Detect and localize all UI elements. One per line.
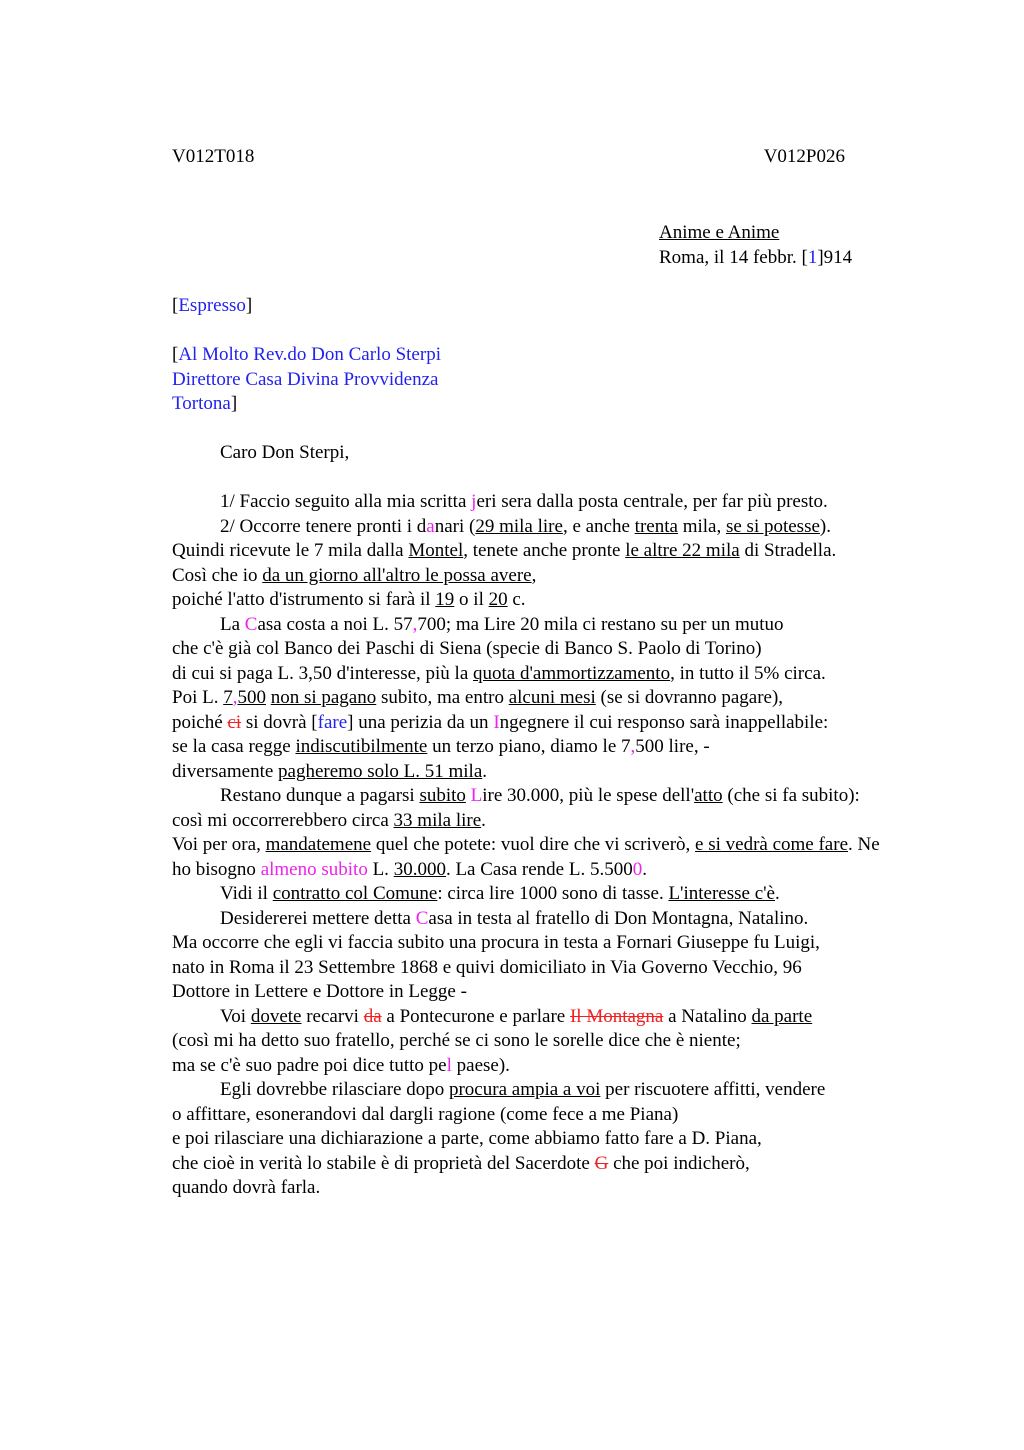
- text-segment: indiscutibilmente: [295, 736, 428, 757]
- text-segment: ,: [630, 736, 636, 757]
- text-line: [172, 907, 902, 932]
- text-segment: asa costa a noi L. 57: [257, 613, 413, 635]
- text-segment: ).: [819, 515, 831, 537]
- text-segment: dovete: [250, 1005, 302, 1027]
- text-segment: 0: [632, 858, 643, 880]
- text-segment: ,: [412, 613, 418, 635]
- date-line: Roma, il 14 febbr. [1]914: [659, 246, 853, 268]
- text-segment: 2/ Occorre tenere pronti i d: [220, 515, 427, 537]
- text-segment: così mi occorrerebbero circa: [172, 809, 394, 831]
- text-segment: Dottore in Lettere e Dottore in Legge -: [172, 981, 467, 1002]
- text-line: [172, 1152, 902, 1177]
- deleted-word: da: [363, 1005, 382, 1027]
- text-segment: recarvi: [301, 1005, 364, 1027]
- text-segment: ma se c'è suo padre poi dice tutto pe: [172, 1054, 447, 1076]
- address-line: Tortona]: [172, 393, 238, 414]
- text-segment: e poi rilasciare una dichiarazione a parte, come abbiamo fatto fare a D. Piana,: [172, 1128, 762, 1149]
- text-segment: Poi L.: [172, 687, 224, 708]
- text-segment: se la casa regge: [172, 736, 296, 757]
- text-segment: di cui si paga L. 3,50 d'interesse, più la: [172, 662, 474, 684]
- text-segment: Ma occorre che egli vi faccia subito una procura in testa a Fornari Giuseppe fu Luigi,: [172, 932, 820, 953]
- text-segment: si dovrà [: [241, 711, 318, 733]
- text-segment: 700; ma Lire 20 mila ci restano su per un mutuo: [417, 613, 784, 635]
- text-segment: Voi: [220, 1005, 251, 1027]
- text-segment: 500 lire, -: [635, 736, 710, 757]
- text-segment: c.: [507, 589, 526, 610]
- text-segment: da parte: [751, 1005, 813, 1027]
- text-segment: poiché l'atto d'istrumento si farà il: [172, 589, 436, 610]
- text-segment: fare: [317, 711, 348, 733]
- deleted-word: ci: [227, 711, 242, 733]
- text-segment: Desidererei mettere detta: [220, 907, 416, 929]
- text-segment: e si vedrà come fare: [695, 834, 848, 855]
- text-segment: .: [482, 760, 488, 782]
- espresso-note: [Espresso]: [172, 295, 253, 316]
- letter-text: [172, 490, 902, 1201]
- text-line: [172, 1127, 902, 1152]
- text-segment: .: [642, 858, 647, 880]
- text-line: [172, 931, 902, 956]
- text-segment: . La Casa rende L. 5.500: [445, 858, 633, 880]
- text-segment: 1/ Faccio seguito alla mia scritta: [220, 491, 472, 512]
- text-segment: ,: [232, 687, 238, 708]
- text-segment: 20: [488, 589, 508, 610]
- text-segment: di Stradella.: [739, 540, 837, 561]
- text-segment: Egli dovrebbe rilasciare dopo: [220, 1079, 449, 1100]
- text-segment: subito, ma entro: [376, 687, 509, 708]
- text-segment: nari (: [434, 515, 476, 537]
- text-line: [172, 1103, 902, 1128]
- motto: Anime e Anime: [659, 222, 780, 243]
- text-segment: eri sera dalla posta centrale, per far più presto.: [476, 491, 828, 512]
- text-segment: o affittare, esonerandovi dal dargli ragione (come fece a me Piana): [172, 1103, 679, 1125]
- text-line: [172, 809, 902, 834]
- text-segment: che c'è già col Banco dei Paschi di Siena (specie di Banco S. Paolo di Torino): [172, 638, 762, 659]
- text-line: [172, 1029, 902, 1054]
- text-segment: (che si fa subito):: [722, 785, 860, 806]
- text-segment: ,: [531, 564, 537, 586]
- text-segment: non si pagano: [270, 687, 377, 708]
- text-segment: , tenete anche pronte: [463, 540, 626, 561]
- text-segment: nato in Roma il 23 Settembre 1868 e quivi domiciliato in Via Governo Vecchio, 96: [172, 956, 802, 978]
- text-line: [172, 1078, 902, 1103]
- text-segment: L.: [367, 858, 394, 880]
- text-line: [172, 882, 902, 907]
- text-line: [172, 956, 902, 981]
- text-segment: l: [446, 1054, 452, 1076]
- text-segment: Così che io: [172, 564, 263, 586]
- text-segment: 19: [435, 589, 455, 610]
- text-line: [172, 760, 902, 785]
- text-segment: I: [493, 711, 500, 733]
- text-segment: alcuni mesi: [508, 687, 596, 708]
- text-segment: L'interesse c'è: [668, 883, 775, 904]
- text-segment: poiché: [172, 711, 228, 733]
- text-segment: C: [415, 907, 429, 929]
- text-segment: Quindi ricevute le 7 mila dalla: [172, 540, 409, 561]
- text-segment: ire 30.000, più le spese dell': [482, 785, 695, 806]
- text-segment: L: [470, 785, 483, 806]
- text-segment: asa in testa al fratello di Don Montagna, Natalino.: [428, 907, 809, 929]
- text-segment: quel che potete: vuol dire che vi scriverò,: [371, 834, 696, 855]
- text-line: [172, 613, 902, 638]
- letter-body: [172, 294, 902, 1201]
- address-line: Direttore Casa Divina Provvidenza: [172, 368, 439, 390]
- text-line: [172, 833, 902, 882]
- text-line: [172, 1176, 902, 1201]
- text-segment: mila,: [677, 515, 726, 537]
- text-segment: mandatemene: [265, 834, 372, 855]
- text-segment: le altre 22 mila: [625, 540, 740, 561]
- address-line: [Al Molto Rev.do Don Carlo Sterpi: [172, 344, 441, 365]
- text-segment: Montel: [408, 540, 464, 561]
- text-segment: 7: [223, 687, 233, 708]
- text-segment: 29 mila lire: [475, 515, 563, 537]
- text-segment: da un giorno all'altro le possa avere: [262, 564, 532, 586]
- text-segment: (se si dovranno pagare),: [595, 687, 784, 708]
- text-segment: per riscuotere affitti, vendere: [600, 1079, 826, 1100]
- text-line: [172, 564, 902, 589]
- text-segment: atto: [694, 785, 723, 806]
- text-segment: (così mi ha detto suo fratello, perché se ci sono le sorelle dice che è niente;: [172, 1030, 741, 1051]
- text-segment: se si potesse: [725, 515, 820, 537]
- text-segment: che cioè in verità lo stabile è di proprietà del Sacerdote: [172, 1152, 595, 1174]
- text-segment: diversamente: [172, 760, 279, 782]
- text-segment: almeno subito: [260, 858, 368, 880]
- text-line: [172, 1005, 902, 1030]
- text-segment: , in tutto il 5% circa.: [670, 662, 826, 684]
- text-line: [172, 490, 902, 515]
- text-line: [172, 662, 902, 687]
- document-codes: [172, 146, 845, 168]
- text-segment: procura ampia a voi: [448, 1079, 601, 1100]
- text-segment: ] una perizia da un: [347, 711, 494, 733]
- deleted-word: G: [594, 1152, 609, 1174]
- text-line: [172, 637, 902, 662]
- text-segment: , e anche: [562, 515, 635, 537]
- text-segment: a Pontecurone e parlare: [381, 1005, 570, 1027]
- text-segment: 500: [237, 687, 266, 708]
- text-segment: : circa lire 1000 sono di tasse.: [437, 883, 669, 904]
- text-line: [172, 588, 902, 613]
- text-segment: contratto col Comune: [272, 883, 438, 904]
- text-segment: Vidi il: [220, 883, 273, 904]
- greeting: Caro Don Sterpi,: [220, 442, 350, 463]
- text-segment: ngegnere il cui responso sarà inappellabile:: [499, 711, 829, 733]
- text-segment: paese).: [451, 1054, 510, 1076]
- deleted-word: Il Montagna: [569, 1005, 664, 1027]
- text-line: [172, 735, 902, 760]
- text-segment: o il: [454, 589, 489, 610]
- text-segment: Restano dunque a pagarsi: [220, 785, 420, 806]
- text-segment: C: [244, 613, 258, 635]
- text-segment: che poi indicherò,: [608, 1152, 750, 1174]
- text-line: [172, 784, 902, 809]
- text-line: [172, 980, 902, 1005]
- left-code: V012T018: [172, 146, 255, 167]
- heading-block: [659, 221, 852, 270]
- text-line: [172, 1054, 902, 1079]
- text-segment: . Ne ho bisogno: [172, 834, 880, 880]
- text-segment: trenta: [634, 515, 678, 537]
- text-line: [172, 515, 902, 540]
- text-segment: pagheremo solo L. 51 mila: [278, 760, 483, 782]
- text-segment: La: [220, 613, 245, 635]
- text-segment: Voi per ora,: [172, 834, 266, 855]
- text-segment: quota d'ammortizzamento: [473, 662, 671, 684]
- text-segment: un terzo piano, diamo le 7: [427, 736, 631, 757]
- text-line: [172, 686, 902, 711]
- text-line: [172, 711, 902, 736]
- text-line: [172, 539, 902, 564]
- text-segment: quando dovrà farla.: [172, 1177, 321, 1198]
- text-segment: subito: [419, 785, 466, 806]
- text-segment: 30.000: [393, 858, 446, 880]
- text-segment: j: [471, 491, 477, 512]
- text-segment: .: [481, 809, 486, 831]
- text-segment: a Natalino: [663, 1005, 752, 1027]
- text-segment: .: [775, 883, 780, 904]
- right-code: V012P026: [763, 146, 845, 167]
- text-segment: 33 mila lire: [393, 809, 482, 831]
- text-segment: a: [426, 515, 435, 537]
